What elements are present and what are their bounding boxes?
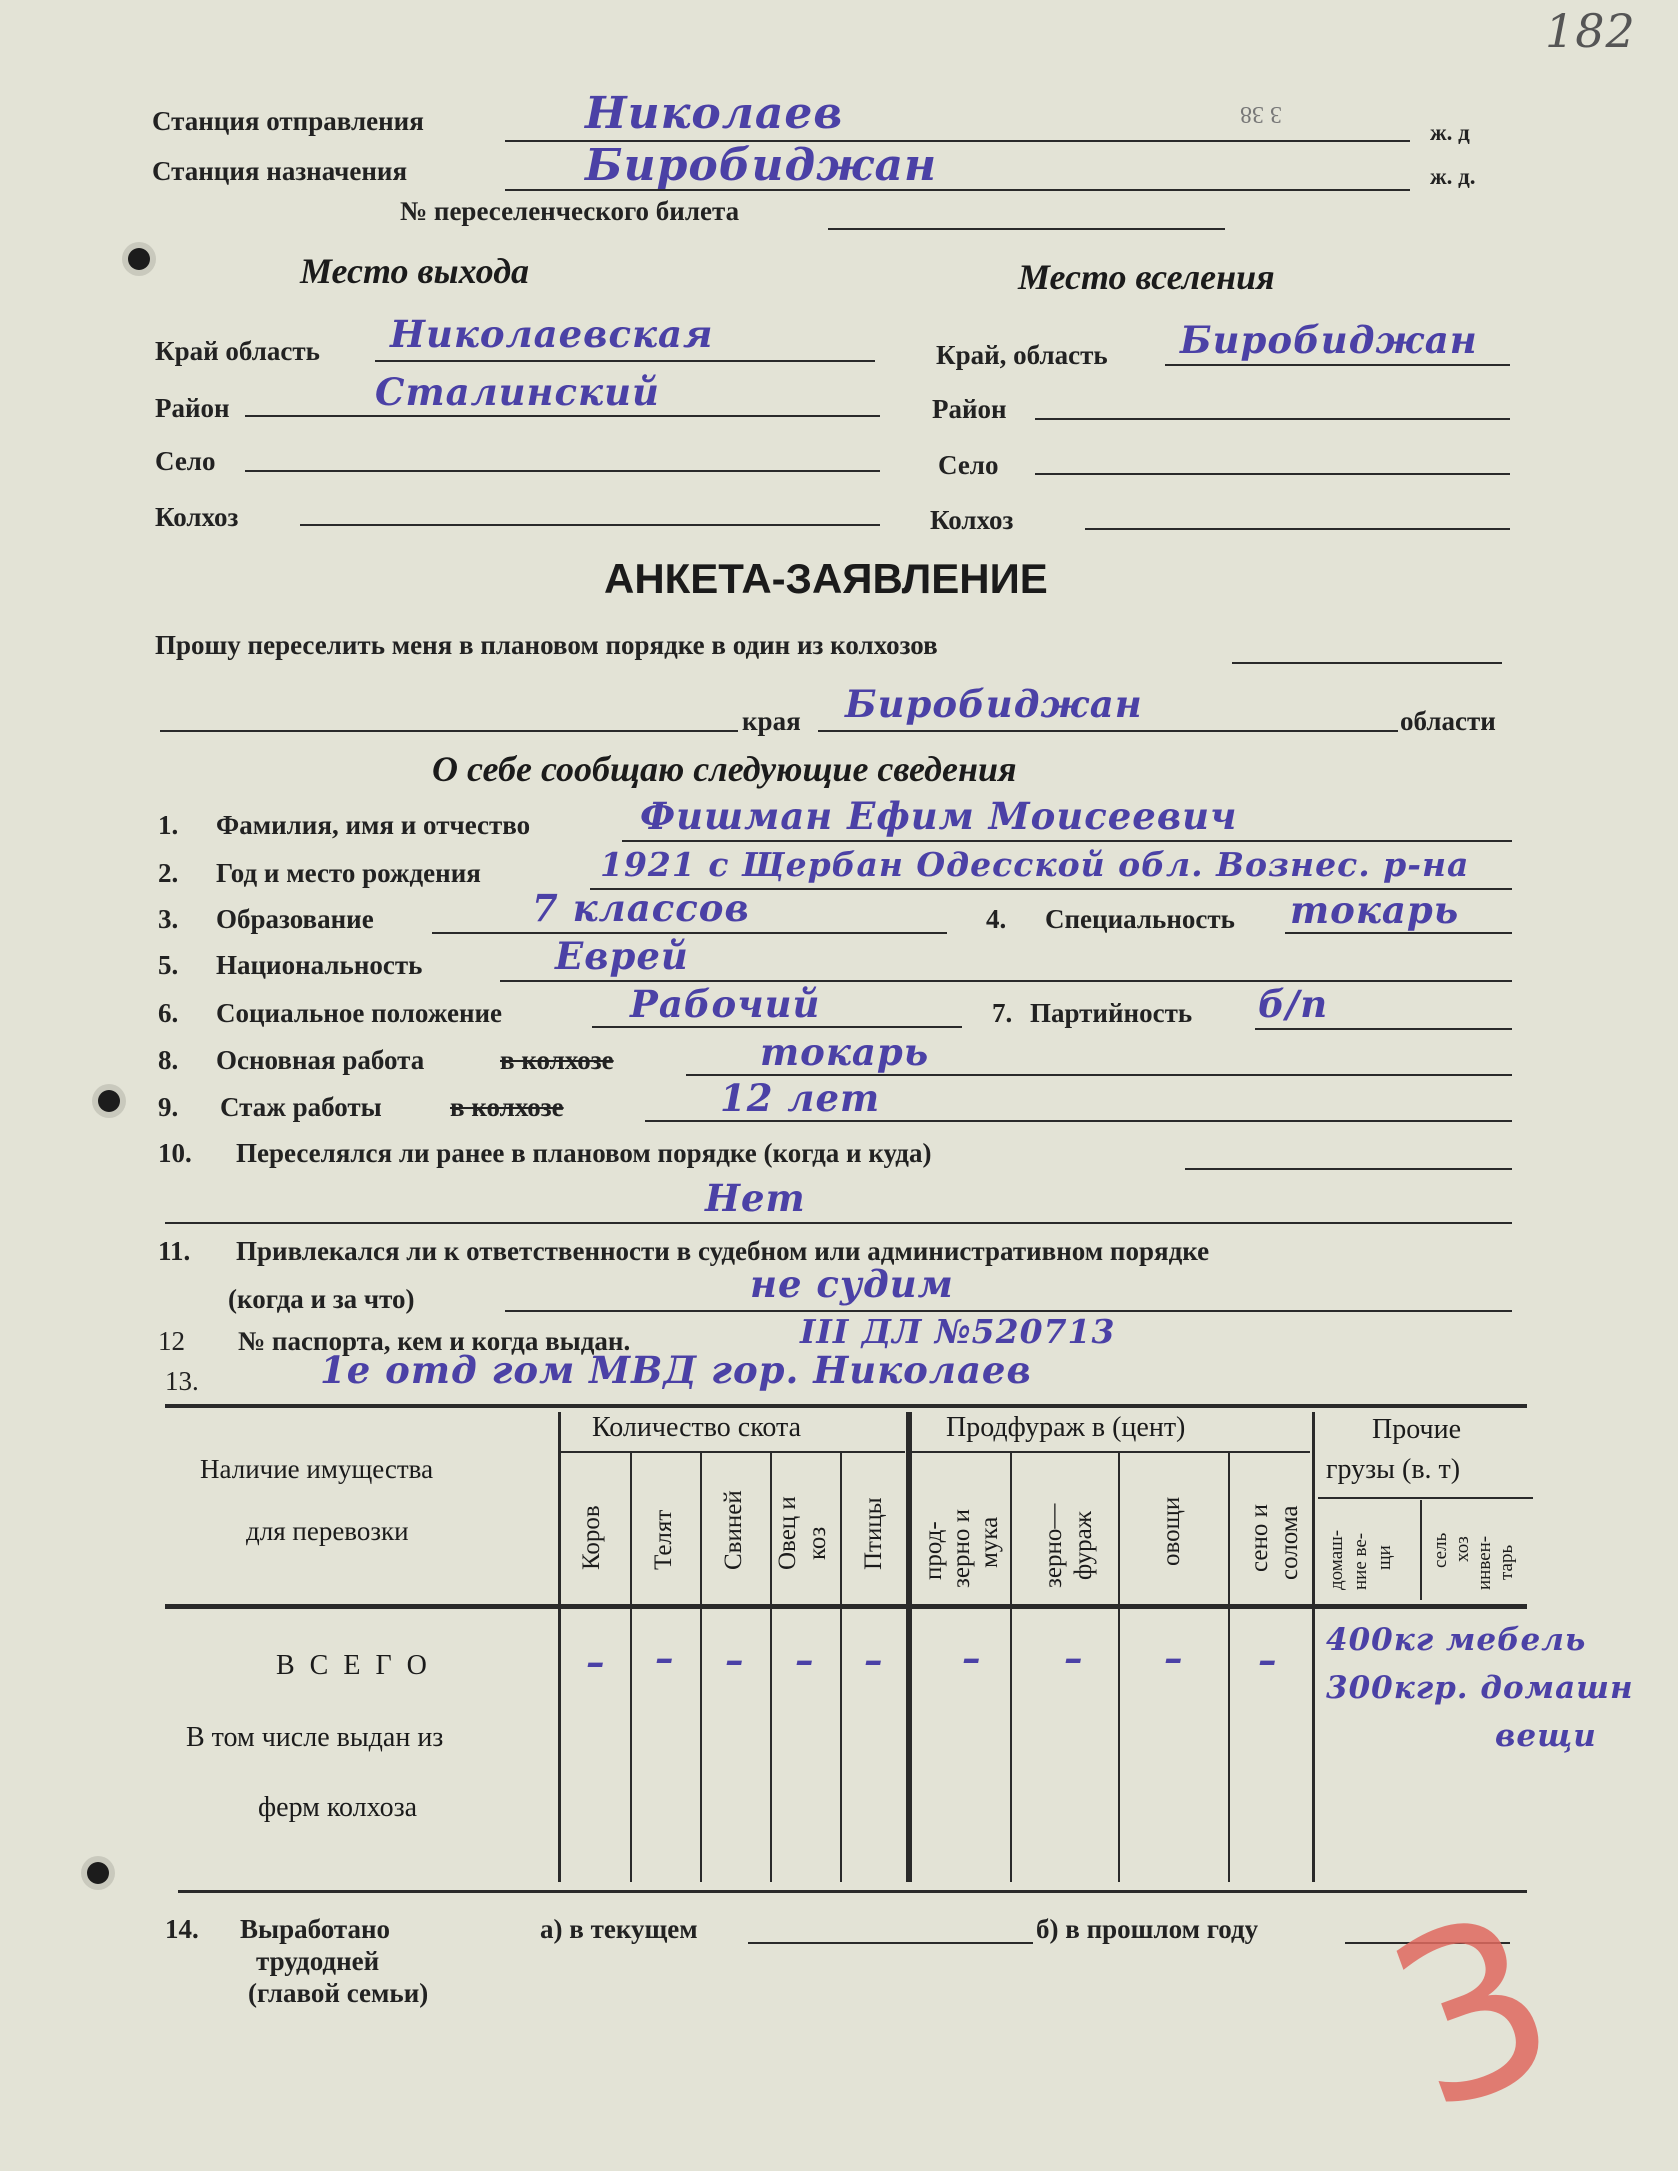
departure-station-value: Николаев: [585, 88, 844, 139]
item-number: 4.: [986, 904, 1007, 934]
col-pigs: Свиней: [720, 1490, 747, 1570]
section-title: О себе сообщаю следующие сведения: [432, 749, 1017, 789]
item-number: 8.: [158, 1045, 179, 1075]
item-number: 6.: [158, 998, 179, 1028]
dash-calves: –: [655, 1636, 675, 1680]
exit-region-label: Край область: [155, 336, 320, 366]
exit-kolkhoz-label: Колхоз: [155, 502, 239, 532]
experience-struck: в колхозе: [450, 1092, 564, 1122]
workdays-current-label: а) в текущем: [540, 1914, 698, 1944]
group-other: Прочие: [1372, 1414, 1461, 1445]
exit-district-value: Сталинский: [375, 370, 660, 414]
col-grain-2: зерно и: [948, 1509, 975, 1588]
main-work-label: Основная работа: [216, 1045, 425, 1075]
party-value: б/п: [1258, 982, 1329, 1026]
full-name-label: Фамилия, имя и отчество: [216, 810, 531, 840]
main-work-struck: в колхозе: [500, 1045, 614, 1075]
punch-hole: [87, 1862, 109, 1884]
workdays-previous-label: б) в прошлом году: [1036, 1914, 1259, 1944]
col-veg: овощи: [1158, 1496, 1185, 1566]
exit-village-label: Село: [155, 446, 216, 476]
other-cargo-3: вещи: [1495, 1718, 1597, 1754]
item-number: 1.: [158, 810, 179, 840]
other-cargo-1: 400кг мебель: [1326, 1622, 1587, 1658]
oblast-label: области: [1400, 706, 1496, 736]
exit-district-label: Район: [155, 393, 230, 423]
workdays-label-3: (главой семьи): [248, 1978, 429, 2008]
settle-village-label: Село: [938, 450, 999, 480]
item-number: 5.: [158, 950, 179, 980]
settle-region-label: Край, область: [936, 340, 1108, 370]
table-row-header-2: для перевозки: [246, 1516, 409, 1546]
item-number: 13.: [165, 1366, 199, 1396]
col-hay-2: солома: [1276, 1505, 1303, 1580]
dash-veg: –: [1164, 1636, 1184, 1680]
ticket-label: № переселенческого билета: [400, 196, 740, 226]
departure-station-label: Станция отправления: [152, 106, 424, 136]
issued-label-2: ферм колхоза: [258, 1792, 418, 1823]
dash-birds: –: [864, 1638, 884, 1682]
col-grain: прод-: [920, 1521, 947, 1580]
item-number: 2.: [158, 858, 179, 888]
dash-cows: –: [586, 1640, 606, 1684]
education-value: 7 классов: [532, 886, 750, 930]
group-livestock: Количество скота: [592, 1412, 802, 1443]
birth-value: 1921 с Щербан Одесской обл. Вознес. р-на: [600, 845, 1470, 884]
col-home-3: щи: [1374, 1545, 1395, 1570]
passport-value: III ДЛ №520713: [800, 1312, 1116, 1351]
settle-region-value: Биробиджан: [1180, 318, 1478, 362]
exit-region-value: Николаевская: [390, 312, 714, 356]
item-number: 14.: [165, 1914, 199, 1944]
item-number: 11.: [158, 1236, 191, 1266]
workdays-label: Выработано: [240, 1914, 391, 1944]
col-farm-2: хоз: [1452, 1536, 1473, 1562]
nationality-value: Еврей: [555, 934, 689, 978]
krai-value: Биробиджан: [845, 682, 1143, 726]
col-farm: сель: [1430, 1532, 1451, 1568]
dash-pigs: –: [725, 1638, 745, 1682]
full-name-value: Фишман Ефим Моисеевич: [640, 794, 1238, 838]
stamp-marks: 3 38: [1240, 101, 1282, 127]
punch-hole: [128, 248, 150, 270]
passport-issuer-value: 1е отд гом МВД гор. Николаев: [320, 1348, 1032, 1392]
form-title: АНКЕТА-ЗАЯВЛЕНИЕ: [604, 555, 1048, 602]
resettled-label: Переселялся ли ранее в плановом порядке (когда и куда): [236, 1138, 932, 1168]
liability-label-2: (когда и за что): [228, 1284, 415, 1314]
experience-label: Стаж работы: [220, 1092, 382, 1122]
request-line: Прошу переселить меня в плановом порядке в один из колхозов: [155, 630, 938, 660]
dash-feed: –: [1064, 1636, 1084, 1680]
col-feed: зерно—: [1040, 1503, 1067, 1588]
col-grain-3: мука: [976, 1516, 1003, 1568]
settle-kolkhoz-label: Колхоз: [930, 505, 1014, 535]
group-other-2: грузы (в. т): [1326, 1454, 1461, 1485]
settle-district-label: Район: [932, 394, 1007, 424]
experience-value: 12 лет: [720, 1076, 881, 1120]
item-number: 7.: [992, 998, 1013, 1028]
nationality-label: Национальность: [216, 950, 423, 980]
col-sheep: Овец и: [774, 1496, 801, 1570]
col-home-2: ние ве-: [1350, 1532, 1371, 1590]
punch-hole: [98, 1090, 120, 1112]
col-birds: Птицы: [860, 1497, 887, 1570]
exit-place-title: Место выхода: [300, 251, 530, 291]
col-farm-3: инвен-: [1474, 1535, 1495, 1590]
dash-sheep: –: [795, 1638, 815, 1682]
col-farm-4: тарь: [1496, 1544, 1517, 1580]
col-feed-2: фураж: [1070, 1511, 1097, 1580]
group-fodder: Продфураж в (цент): [946, 1412, 1186, 1443]
col-home: домаш-: [1326, 1529, 1347, 1590]
table-row-header: Наличие имущества: [200, 1454, 434, 1484]
other-cargo-2: 300кгр. домашн: [1326, 1670, 1634, 1706]
item-number: 3.: [158, 904, 179, 934]
dash-grain: –: [962, 1636, 982, 1680]
col-cows: Коров: [578, 1505, 605, 1570]
liability-value: не судим: [750, 1262, 954, 1306]
resettled-value: Нет: [705, 1176, 806, 1220]
specialty-label: Специальность: [1045, 904, 1235, 934]
social-status-value: Рабочий: [630, 982, 821, 1026]
main-work-value: токарь: [760, 1030, 930, 1074]
passport-label: № паспорта, кем и когда выдан.: [238, 1326, 631, 1356]
liability-label: Привлекался ли к ответственности в судебном или административном порядке: [236, 1236, 1210, 1266]
issued-label: В том числе выдан из: [186, 1722, 444, 1753]
birth-label: Год и место рождения: [216, 858, 481, 888]
total-label: В С Е Г О: [276, 1650, 431, 1681]
destination-station-value: Биробиджан: [585, 140, 938, 191]
item-number: 9.: [158, 1092, 179, 1122]
social-status-label: Социальное положение: [216, 998, 503, 1028]
col-sheep-2: коз: [804, 1526, 831, 1560]
dash-hay: –: [1258, 1638, 1278, 1682]
workdays-label-2: трудодней: [256, 1946, 380, 1976]
col-calves: Телят: [650, 1509, 677, 1570]
destination-station-label: Станция назначения: [152, 156, 408, 186]
specialty-value: токарь: [1290, 888, 1460, 932]
railway-suffix: ж. д.: [1430, 164, 1476, 189]
party-label: Партийность: [1030, 998, 1193, 1028]
item-number: 10.: [158, 1138, 192, 1168]
col-hay: сено и: [1246, 1503, 1273, 1572]
page-number: 182: [1545, 4, 1636, 58]
railway-suffix: ж. д: [1430, 120, 1470, 145]
settle-place-title: Место вселения: [1018, 257, 1275, 297]
red-mark: 3: [1358, 1863, 1588, 2164]
krai-label: края: [742, 706, 801, 736]
education-label: Образование: [216, 904, 374, 934]
item-number: 12: [158, 1326, 185, 1356]
